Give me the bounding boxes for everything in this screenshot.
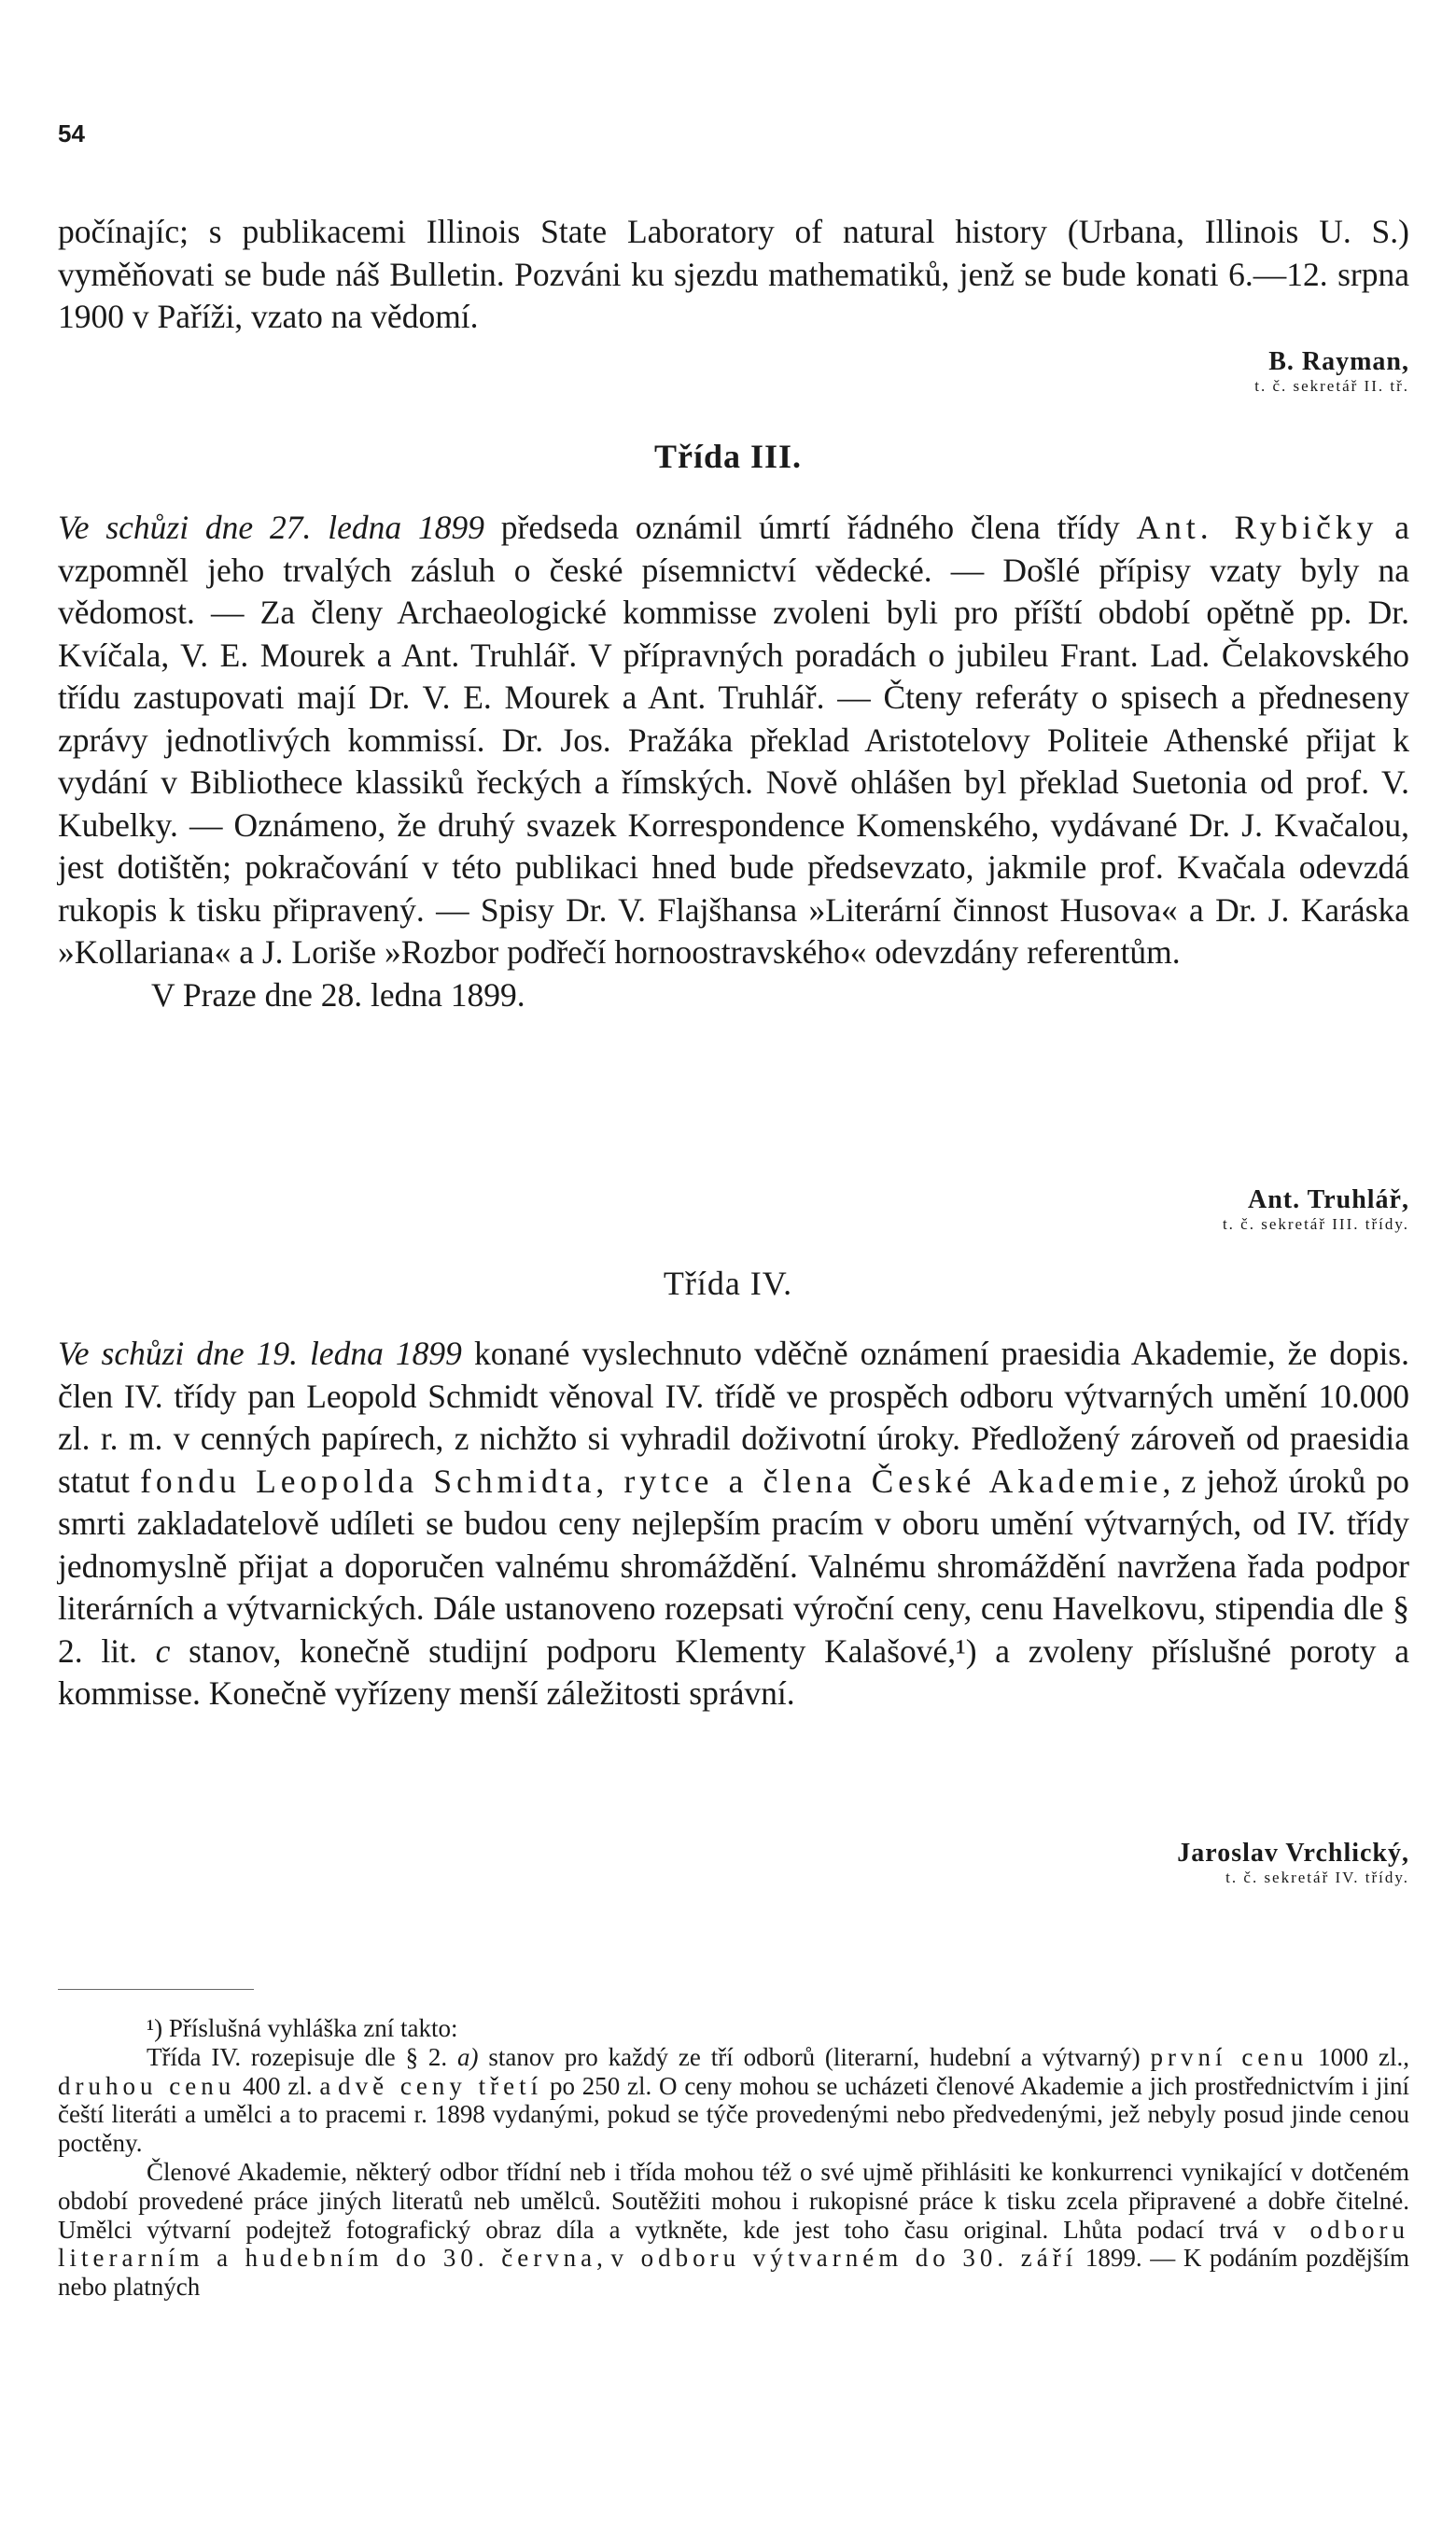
page-number: 54 <box>58 119 85 147</box>
footnote-p1-spaced-2: druhou cenu <box>58 2071 236 2100</box>
footnote-paragraph-2 <box>58 2158 1409 2302</box>
footnote-p2-spaced-1: v odboru literarním a hudebním do 30. června <box>58 2215 1410 2273</box>
class-4-signature <box>58 1839 1409 1887</box>
class-4-text-c: stanov, konečně studijní podporu Klementy Kalašové,¹) a zvoleny příslušné poroty a kommisse. Konečně vyřízeny menší záležitosti správní. <box>58 1631 1409 1712</box>
class-3-paragraph <box>58 507 1409 974</box>
class-4-lit-letter: c <box>155 1631 171 1670</box>
class-3-date-phrase: Ve schůzi dne 27. ledna 1899 <box>58 509 484 546</box>
class-3-signature <box>58 1185 1409 1234</box>
class-3-text-a: předseda oznámil úmrtí řádného člena třídy <box>483 509 1137 546</box>
intro-signature <box>58 347 1409 396</box>
footnote-p1-spaced-3: dvě ceny třetí <box>338 2071 543 2100</box>
footnote-p1-italic: a) <box>457 2042 479 2071</box>
class-4-spaced-name: fondu Leopolda Schmidta, rytce a člena České Akademie <box>140 1462 1163 1500</box>
footnote-intro: ¹) Příslušná vyhláška zní takto: <box>147 2014 458 2042</box>
class-4-section <box>58 1333 1409 1715</box>
class-3-section <box>58 507 1409 1016</box>
footnote-p1-c: 1000 zl., <box>1308 2042 1410 2071</box>
footnote-p1-a: Třída IV. rozepisuje dle § 2. <box>147 2042 458 2071</box>
footnote-p1-spaced-1: první cenu <box>1150 2042 1309 2071</box>
footnote-paragraph-1 <box>58 2043 1409 2158</box>
signature-title: t. č. sekretář IV. třídy. <box>1225 1869 1409 1886</box>
footnote-p2-spaced-2: v odboru výtvarném do 30. září <box>610 2244 1078 2273</box>
intro-paragraph: počínajíc; s publikacemi Illinois State Laboratory of natural history (Urbana, Illinois U. S.) vyměňovati se bude náš Bulletin. Pozváni ku sjezdu mathematiků, jenž se bude konati 6.—12. srpna 1900 v Paříži, vzato na vědomí. <box>58 213 1409 335</box>
class-4-date-phrase: Ve schůzi dne 19. ledna 1899 <box>58 1335 462 1372</box>
footnote-p1-e: po 250 zl. O ceny mohou se ucházeti členové Akademie a jich prostřednictvím i jiní čeští literáti a umělci a to pracemi r. 1898 vydanými, pokud se týče provedenými nebo předvedenými, jež nebyly posud jinde cenou poctěny. <box>58 2071 1409 2158</box>
class-3-date-line-wrap <box>58 974 1409 1017</box>
signature-title: t. č. sekretář III. třídy. <box>1222 1215 1409 1233</box>
class-3-date-line: V Praze dne 28. ledna 1899. <box>151 975 525 1014</box>
class-4-paragraph <box>58 1333 1409 1715</box>
signature-name: Ant. Truhlář, <box>1248 1185 1409 1214</box>
signature-title: t. č. sekretář II. tř. <box>1254 377 1409 395</box>
signature-name: B. Rayman, <box>1268 347 1409 376</box>
footnote-p2-a: Členové Akademie, některý odbor třídní neb i třída mohou též o své ujmě přihlásiti ke konkurrenci vynikající v dotčeném období provedené práce jiných literatů neb umělců. Soutěžiti mohou i rukopisné práce k tisku zcela připravené a dobře čitelné. Umělci výtvarní podejtež fotografický obraz díla a vytkněte, kde jest toho času original. Lhůta podací trvá <box>58 2157 1409 2244</box>
footnote-section <box>58 2014 1409 2302</box>
class-3-text-b: a vzpomněl jeho trvalých zásluh o české písemnictví vědecké. — Došlé přípisy vzaty byly na vědomost. — Za členy Archaeologické kommisse zvoleni byli pro příští období opětně pp. Dr. Kvíčala, V. E. Mourek a Ant. Truhlář. V přípravných poradách o jubileu Frant. Lad. Čelakovského třídu zastupovati mají Dr. V. E. Mourek a Ant. Truhlář. — Čteny referáty o spisech a předneseny zprávy jednotlivých kommissí. Dr. Jos. Pražáka překlad Aristotelovy Politeie Athenské přijat k vydání v Bibliothece klassiků řeckých a římských. Nově ohlášen byl překlad Suetonia od prof. V. Kubelky. — Oznámeno, že druhý svazek Korrespondence Komenského, vydávané Dr. J. Kvačalou, jest dotištěn; pokračování v této publikaci hned bude předsevzato, jakmile prof. Kvačala odevzdá rukopis k tisku připravený. — Spisy Dr. V. Flajšhansa »Literární činnost Husova« a Dr. J. Karáska »Kollariana« a J. Loriše »Rozbor podřečí hornoostravského« odevzdány referentům. <box>58 509 1409 971</box>
footnote-p1-d: 400 zl. a <box>235 2071 339 2100</box>
signature-name: Jaroslav Vrchlický, <box>1177 1839 1409 1868</box>
class-3-spaced-name: Ant. Rybičky <box>1136 509 1379 546</box>
footnote-p2-c: 1899. — K podáním pozdějším nebo platných <box>58 2244 1410 2302</box>
footnote-separator <box>58 1989 254 1990</box>
footnote-p1-b: stanov pro každý ze tří odborů (literarní, hudební a výtvarný) <box>478 2042 1151 2071</box>
class-4-text-a: konané vyslechnuto vděčně oznámení praesidia Akademie, že dopis. člen IV. třídy pan Leopold Schmidt věnoval IV. třídě ve prospěch odboru výtvarných umění 10.000 zl. r. m. v cenných papírech, z nichžto si vyhradil doživotní úroky. Předložený zároveň od praesidia statut <box>58 1335 1409 1500</box>
intro-section <box>58 211 1409 339</box>
footnote-p2-b: , <box>596 2244 611 2273</box>
class-3-heading: Třída III. <box>653 438 803 475</box>
class-4-heading: Třída IV. <box>663 1265 793 1302</box>
class-4-text-b: , z jehož úroků po smrti zakladatelově udíleti se budou ceny nejlepším pracím v oboru umění výtvarných, od IV. třídy jednomyslně přijat a doporučen valnému shromáždění. Valnému shromáždění navržena řada podpor literárních a výtvarnických. Dále ustanoveno rozepsati výroční ceny, cenu Havelkovu, stipendia dle § 2. lit. <box>58 1462 1409 1670</box>
